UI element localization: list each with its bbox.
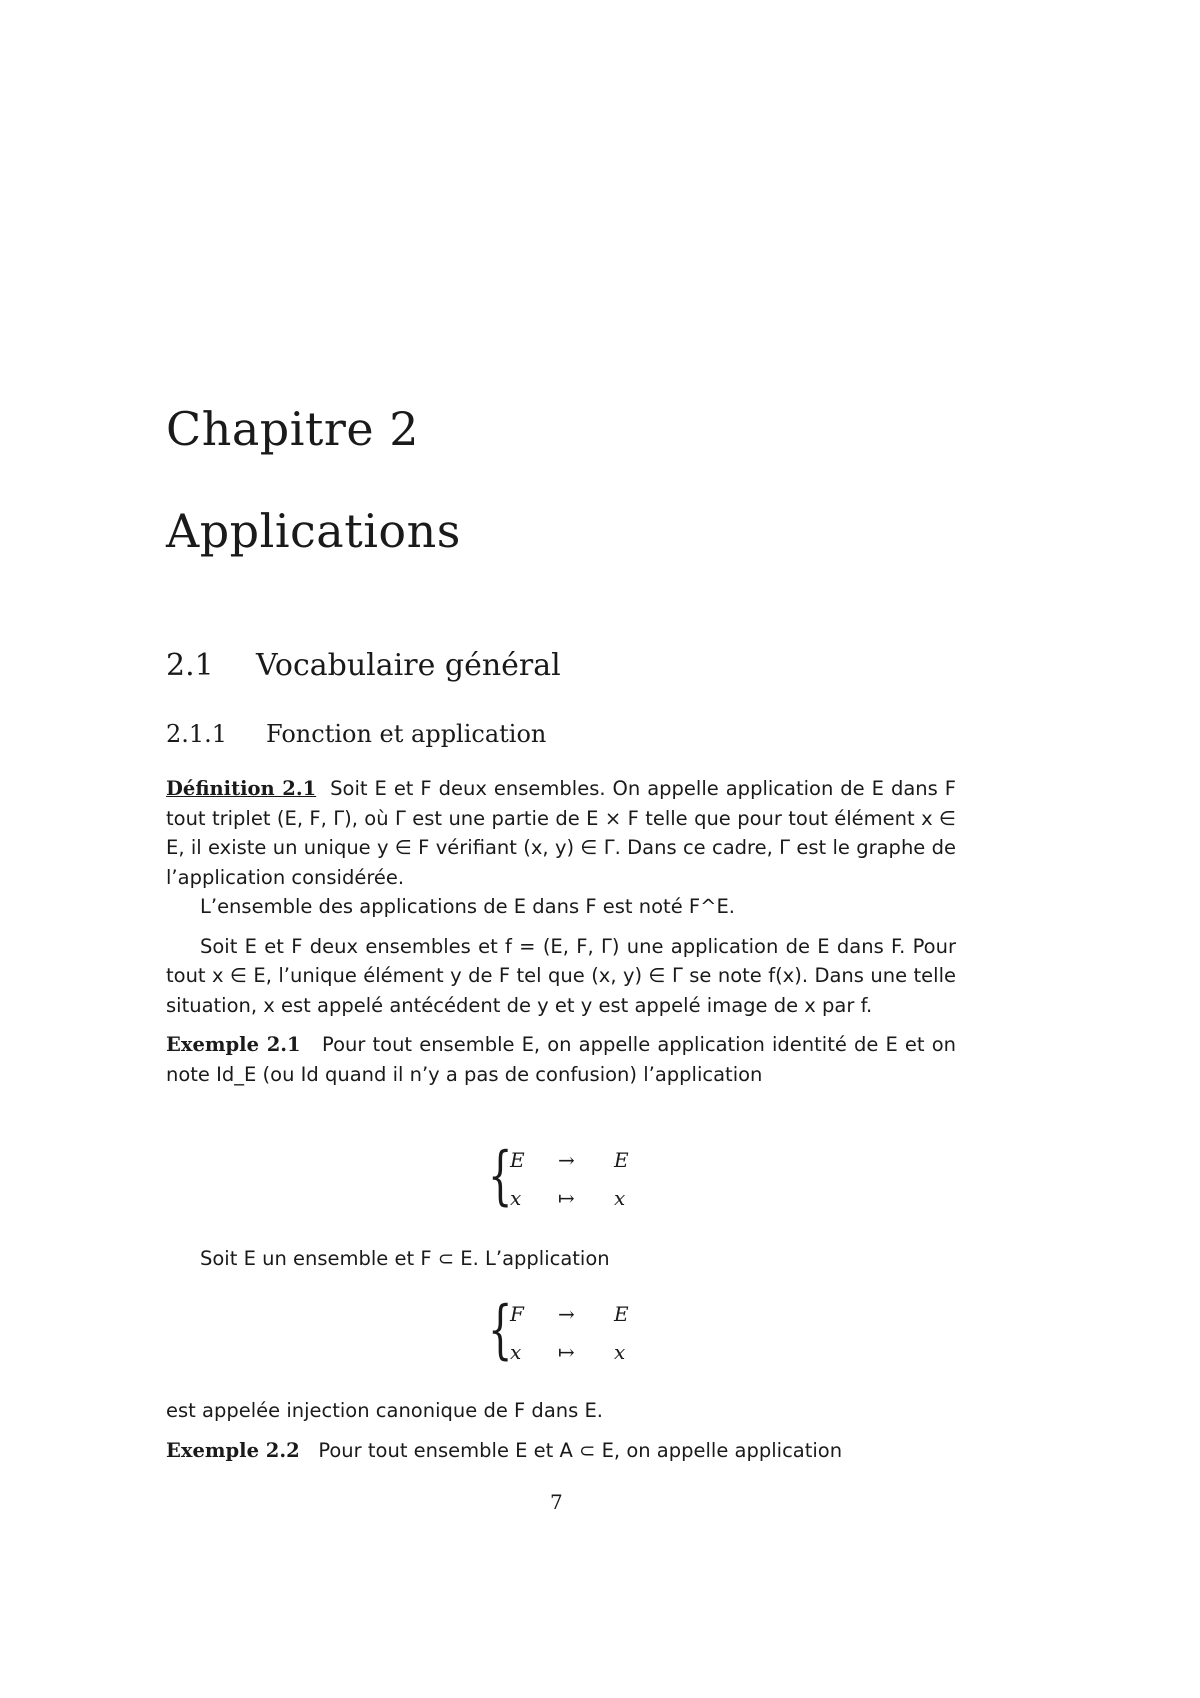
injection-intro: Soit E un ensemble et F ⊂ E. L’application [200, 1247, 610, 1270]
injection-conclusion-block [166, 1396, 956, 1465]
section-title: Vocabulaire général [256, 648, 561, 683]
document-page: Chapitre 2 Applications 2.1 Vocabulaire général 2.1.1 Fonction et application Définition 2.1 Soit E et F deux ensembles. On appelle application de E dans F tout triplet (E, F, Γ), où Γ est une partie de E × F telle que pour tout élément x ∈ E, il existe un unique y ∈ F vérifiant (x, y) ∈ Γ. Dans ce cadre, Γ est le graphe de l’application considérée. L’ensemble des applications de E dans F est noté F^E. Soit E et F deux ensembles et f = (E, F, Γ) une application de E dans F. Pour tout x ∈ E, l’unique élément y de F tel que (x, y) ∈ Γ se note f(x). Dans une telle situation, x est appelé antécédent de y et y est appelé image de x par f. Exemple 2.1 Pour tout ensemble E, on appelle application identité de E et on note Id_E (ou Id quand il n’y a pas de confusion) l’application { E → E x ↦ x Soit E un ensemble et F ⊂ E. L’application { F → E x ↦ x est appelée injection canonique de F dans E. Exemple 2.2 Pour tout ensemble E et A ⊂ E, on appelle application 7 [166, 402, 956, 1514]
display-row: E → E [510, 1148, 629, 1172]
definition-block [166, 774, 956, 1089]
chapter-title: Applications [166, 504, 461, 558]
injection-intro-block [166, 1244, 956, 1274]
injection-conclusion: est appelée injection canonique de F dans E. [166, 1399, 603, 1422]
display-row: x ↦ x [510, 1340, 626, 1364]
display-row: x ↦ x [510, 1186, 626, 1210]
image-paragraph: Soit E et F deux ensembles et f = (E, F, Γ) une application de E dans F. Pour tout x ∈ E, l’unique élément y de F tel que (x, y) ∈ Γ se note f(x). Dans une telle situation, x est appelé antécédent de y et y est appelé image de x par f. [166, 934, 956, 1017]
definition-paragraph [166, 774, 956, 892]
subsection-title: Fonction et application [266, 720, 547, 748]
chapter-label: Chapitre 2 [166, 402, 419, 456]
display-row: F → E [510, 1302, 629, 1326]
page-number: 7 [550, 1490, 563, 1514]
section-number: 2.1 [166, 648, 214, 683]
example2-text: Pour tout ensemble E et A ⊂ E, on appelle application [318, 1438, 843, 1462]
example1-label: Exemple 2.1 [166, 1033, 301, 1056]
subsection-heading [166, 720, 546, 748]
notation-paragraph: L’ensemble des applications de E dans F est noté F^E. [200, 895, 735, 918]
definition-text: Soit E et F deux ensembles. On appelle application de E dans F tout triplet (E, F, Γ), où Γ est une partie de E × F telle que pour tout élément x ∈ E, il existe un unique y ∈ F vérifiant (x, y) ∈ Γ. Dans ce cadre, Γ est le graphe de l’application considérée. [166, 777, 956, 889]
example1-text: Pour tout ensemble E, on appelle application identité de E et on note Id_E (ou Id quand il n’y a pas de confusion) l’application [166, 1033, 956, 1086]
subsection-number: 2.1.1 [166, 720, 228, 748]
example1-paragraph [166, 1030, 956, 1089]
definition-label: Définition 2.1 [166, 777, 317, 800]
example2-paragraph [166, 1436, 956, 1466]
example2-label: Exemple 2.2 [166, 1438, 300, 1462]
section-heading [166, 648, 561, 683]
